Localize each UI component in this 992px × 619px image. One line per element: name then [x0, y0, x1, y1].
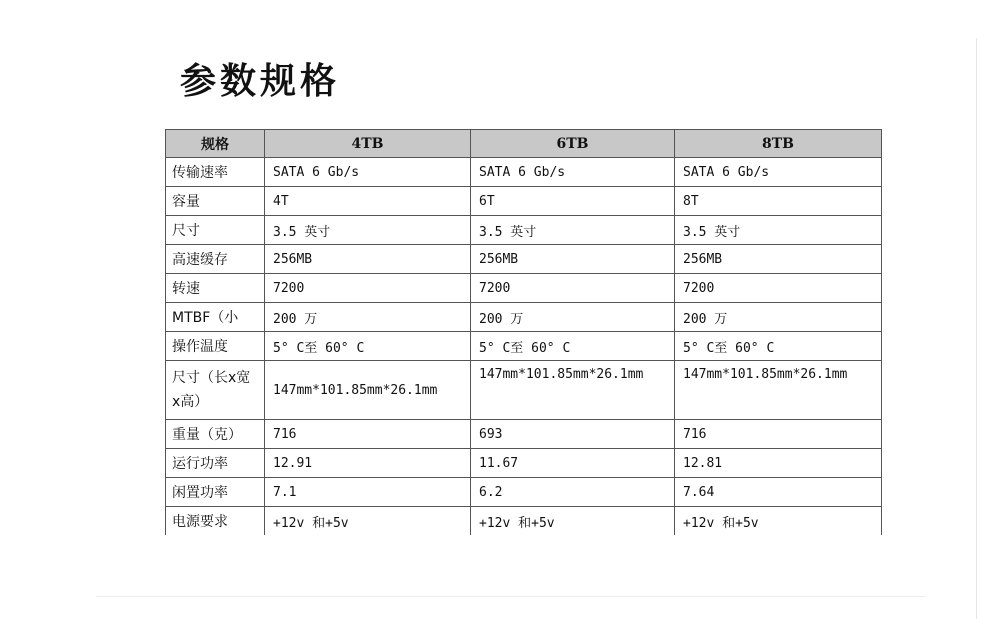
bottom-divider — [96, 596, 926, 597]
table-row — [166, 274, 882, 303]
row-label: 操作温度 — [166, 332, 265, 361]
table-row — [166, 245, 882, 274]
cell-8tb: 7.64 — [675, 478, 882, 507]
cell-6tb: 6.2 — [471, 478, 675, 507]
cell-6tb: 256MB — [471, 245, 675, 274]
cell-8tb: +12v 和+5v — [675, 507, 882, 536]
row-label: 容量 — [166, 187, 265, 216]
row-label: 转速 — [166, 274, 265, 303]
table-row — [166, 361, 882, 420]
row-label: 闲置功率 — [166, 478, 265, 507]
header-spec: 规格 — [166, 130, 265, 158]
cell-4tb: 7200 — [265, 274, 471, 303]
cell-4tb: SATA 6 Gb/s — [265, 158, 471, 187]
cell-4tb: 147mm*101.85mm*26.1mm — [265, 361, 471, 420]
cell-4tb: 12.91 — [265, 449, 471, 478]
table-row — [166, 420, 882, 449]
cell-8tb: 7200 — [675, 274, 882, 303]
header-6tb: 6TB — [471, 130, 675, 158]
cell-8tb: 3.5 英寸 — [675, 216, 882, 245]
cell-8tb: SATA 6 Gb/s — [675, 158, 882, 187]
cell-6tb: 6T — [471, 187, 675, 216]
row-label: 重量（克） — [166, 420, 265, 449]
table-row — [166, 216, 882, 245]
cell-8tb: 147mm*101.85mm*26.1mm — [675, 361, 882, 420]
cell-6tb: 11.67 — [471, 449, 675, 478]
row-label: 尺寸 — [166, 216, 265, 245]
table-row — [166, 158, 882, 187]
cell-4tb: 4T — [265, 187, 471, 216]
cell-4tb: +12v 和+5v — [265, 507, 471, 536]
cell-4tb: 5° C至 60° C — [265, 332, 471, 361]
cell-6tb: +12v 和+5v — [471, 507, 675, 536]
cell-8tb: 200 万 — [675, 303, 882, 332]
cell-6tb: 3.5 英寸 — [471, 216, 675, 245]
row-label: 尺寸（长x宽x高） — [166, 361, 265, 420]
header-4tb: 4TB — [265, 130, 471, 158]
table-row — [166, 478, 882, 507]
row-label: 运行功率 — [166, 449, 265, 478]
cell-6tb: 147mm*101.85mm*26.1mm — [471, 361, 675, 420]
cell-4tb: 200 万 — [265, 303, 471, 332]
cell-6tb: SATA 6 Gb/s — [471, 158, 675, 187]
cell-4tb: 716 — [265, 420, 471, 449]
table-row — [166, 303, 882, 332]
row-label: 电源要求 — [166, 507, 265, 536]
page-edge-divider — [976, 38, 977, 619]
cell-8tb: 716 — [675, 420, 882, 449]
table-row — [166, 507, 882, 536]
cell-8tb: 8T — [675, 187, 882, 216]
header-8tb: 8TB — [675, 130, 882, 158]
cell-8tb: 12.81 — [675, 449, 882, 478]
cell-6tb: 5° C至 60° C — [471, 332, 675, 361]
table-row — [166, 449, 882, 478]
table-header-row — [166, 130, 882, 158]
table-row — [166, 187, 882, 216]
page-title: 参数规格 — [180, 61, 341, 102]
spec-table — [165, 129, 882, 535]
cell-8tb: 256MB — [675, 245, 882, 274]
cell-6tb: 7200 — [471, 274, 675, 303]
cell-4tb: 3.5 英寸 — [265, 216, 471, 245]
row-label: 传输速率 — [166, 158, 265, 187]
cell-8tb: 5° C至 60° C — [675, 332, 882, 361]
table-row — [166, 332, 882, 361]
cell-6tb: 200 万 — [471, 303, 675, 332]
cell-6tb: 693 — [471, 420, 675, 449]
cell-4tb: 7.1 — [265, 478, 471, 507]
row-label: MTBF（小 — [166, 303, 265, 332]
row-label: 高速缓存 — [166, 245, 265, 274]
cell-4tb: 256MB — [265, 245, 471, 274]
